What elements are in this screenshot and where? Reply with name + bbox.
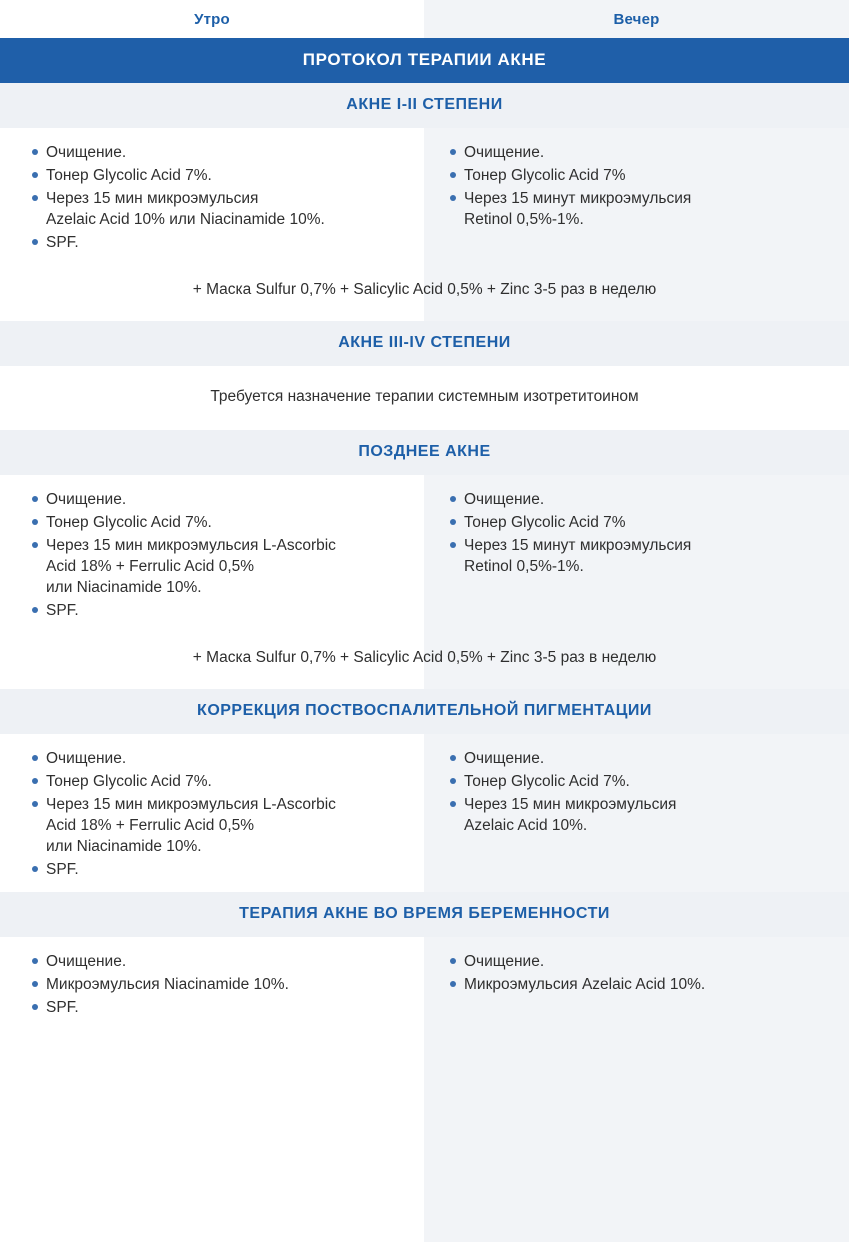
column-header-morning: Утро — [194, 10, 230, 28]
list-item: Через 15 мин микроэмульсия L-Ascorbic Acid 18% + Ferrulic Acid 0,5% или Niacinamide 10%. — [26, 794, 398, 857]
list-item: Через 15 мин микроэмульсия Azelaic Acid 10%. — [444, 794, 823, 836]
list-item: Очищение. — [26, 489, 398, 510]
bullet-icon — [32, 542, 38, 548]
bottom-filler — [0, 1030, 849, 1242]
list-item: Очищение. — [26, 142, 398, 163]
list-item: Очищение. — [444, 489, 823, 510]
list-item: Через 15 мин микроэмульсия L-Ascorbic Acid 18% + Ferrulic Acid 0,5% или Niacinamide 10%. — [26, 535, 398, 598]
list-item: Через 15 мин микроэмульсия Azelaic Acid 10% или Niacinamide 10%. — [26, 188, 398, 230]
section-heading-pregnancy: ТЕРАПИЯ АКНЕ ВО ВРЕМЯ БЕРЕМЕННОСТИ — [0, 892, 849, 937]
list-item: SPF. — [26, 600, 398, 621]
bullet-icon — [32, 239, 38, 245]
bullet-icon — [32, 778, 38, 784]
bullet-icon — [32, 172, 38, 178]
bullet-icon — [32, 755, 38, 761]
bullet-icon — [32, 958, 38, 964]
evening-cell-pih — [424, 734, 849, 892]
section-heading-pih: КОРРЕКЦИЯ ПОСТВОСПАЛИТЕЛЬНОЙ ПИГМЕНТАЦИИ — [0, 689, 849, 734]
bullet-icon — [450, 778, 456, 784]
bullet-icon — [32, 519, 38, 525]
note-late-acne: + Маска Sulfur 0,7% + Salicylic Acid 0,5% + Zinc 3-5 раз в неделю — [192, 649, 657, 666]
bullet-icon — [32, 981, 38, 987]
morning-list-late-acne — [26, 489, 398, 621]
list-item: Тонер Glycolic Acid 7%. — [26, 771, 398, 792]
morning-list-pih — [26, 748, 398, 880]
note-acne-3-4: Требуется назначение терапии системным изотретитоином — [0, 366, 849, 430]
morning-list-pregnancy — [26, 951, 398, 1018]
list-item: Очищение. — [444, 748, 823, 769]
evening-cell-late-acne — [424, 475, 849, 633]
evening-list-pih — [444, 748, 823, 836]
bullet-icon — [450, 542, 456, 548]
note-acne-1-2: + Маска Sulfur 0,7% + Salicylic Acid 0,5% + Zinc 3-5 раз в неделю — [192, 281, 657, 298]
bullet-icon — [450, 755, 456, 761]
bullet-icon — [450, 801, 456, 807]
list-item: Тонер Glycolic Acid 7% — [444, 512, 823, 533]
column-header-evening: Вечер — [613, 10, 660, 28]
morning-cell-late-acne — [0, 475, 424, 633]
bullet-icon — [450, 149, 456, 155]
list-item: Очищение. — [26, 951, 398, 972]
list-item: Очищение. — [444, 951, 823, 972]
bullet-icon — [32, 1004, 38, 1010]
section-heading-late-acne: ПОЗДНЕЕ АКНЕ — [0, 430, 849, 475]
evening-list-pregnancy — [444, 951, 823, 995]
list-item: Микроэмульсия Azelaic Acid 10%. — [444, 974, 823, 995]
bullet-icon — [32, 149, 38, 155]
bullet-icon — [450, 958, 456, 964]
list-item: Через 15 минут микроэмульсия Retinol 0,5%-1%. — [444, 535, 823, 577]
section-heading-acne-3-4: АКНЕ III-IV СТЕПЕНИ — [0, 321, 849, 366]
list-item: Микроэмульсия Niacinamide 10%. — [26, 974, 398, 995]
bullet-icon — [450, 519, 456, 525]
evening-cell-acne-1-2 — [424, 128, 849, 265]
list-item: SPF. — [26, 859, 398, 880]
list-item: SPF. — [26, 232, 398, 253]
list-item: Тонер Glycolic Acid 7%. — [444, 771, 823, 792]
evening-list-late-acne — [444, 489, 823, 577]
page-title: ПРОТОКОЛ ТЕРАПИИ АКНЕ — [0, 38, 849, 83]
list-item: Тонер Glycolic Acid 7%. — [26, 165, 398, 186]
bullet-icon — [32, 496, 38, 502]
bullet-icon — [32, 866, 38, 872]
bullet-icon — [450, 496, 456, 502]
list-item: Через 15 минут микроэмульсия Retinol 0,5%-1%. — [444, 188, 823, 230]
bullet-icon — [450, 981, 456, 987]
section-heading-acne-1-2: АКНЕ I-II СТЕПЕНИ — [0, 83, 849, 128]
bullet-icon — [450, 195, 456, 201]
list-item: Очищение. — [26, 748, 398, 769]
list-item: Тонер Glycolic Acid 7%. — [26, 512, 398, 533]
morning-cell-acne-1-2 — [0, 128, 424, 265]
list-item: Очищение. — [444, 142, 823, 163]
evening-cell-pregnancy — [424, 937, 849, 1030]
column-headers — [0, 0, 849, 38]
section-body-late-acne — [0, 475, 849, 633]
bullet-icon — [32, 607, 38, 613]
bullet-icon — [32, 801, 38, 807]
morning-list-acne-1-2 — [26, 142, 398, 253]
bullet-icon — [450, 172, 456, 178]
section-body-pregnancy — [0, 937, 849, 1030]
morning-cell-pregnancy — [0, 937, 424, 1030]
list-item: SPF. — [26, 997, 398, 1018]
morning-cell-pih — [0, 734, 424, 892]
bullet-icon — [32, 195, 38, 201]
section-body-pih — [0, 734, 849, 892]
list-item: Тонер Glycolic Acid 7% — [444, 165, 823, 186]
evening-list-acne-1-2 — [444, 142, 823, 230]
section-body-acne-1-2 — [0, 128, 849, 265]
